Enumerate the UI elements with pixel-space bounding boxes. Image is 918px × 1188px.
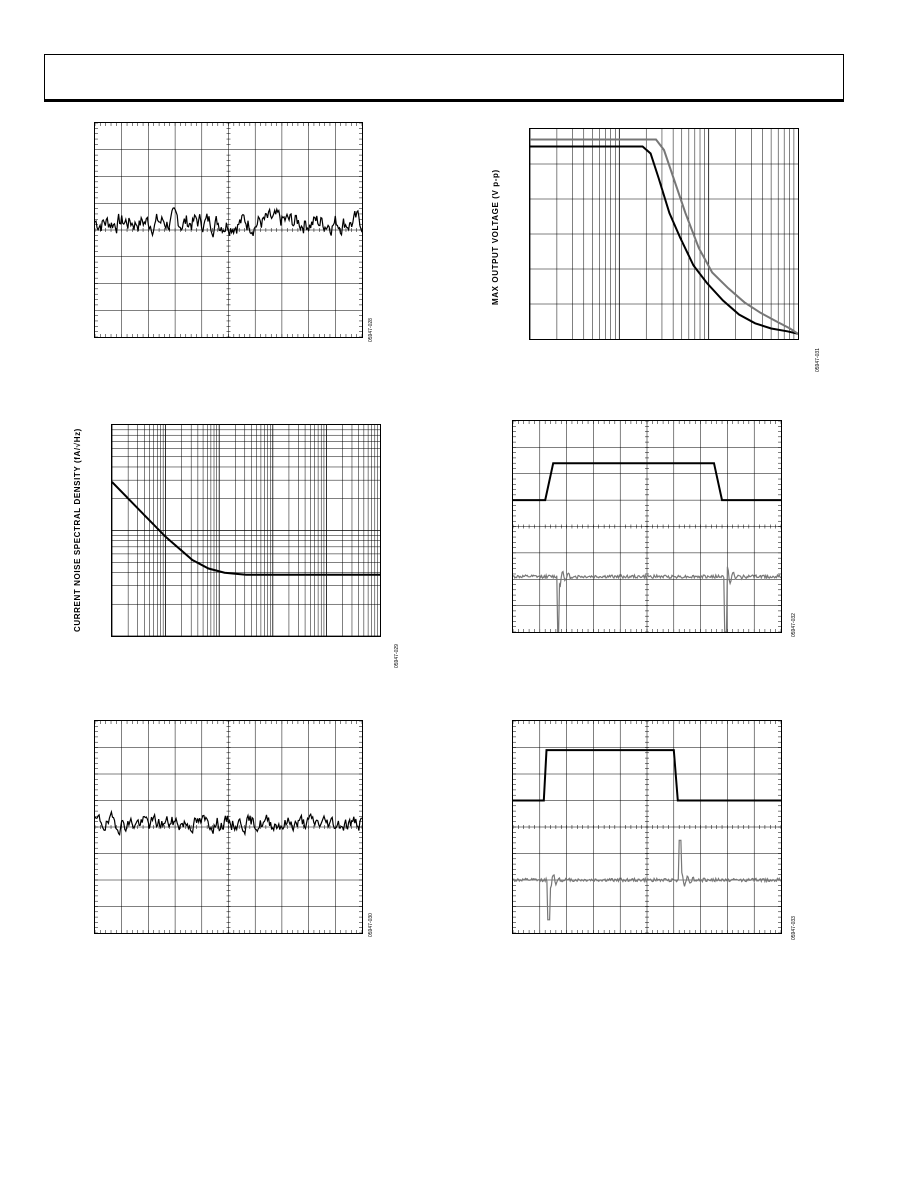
plot-max-output-voltage xyxy=(529,128,799,340)
series-line xyxy=(530,147,798,334)
plot-pulse-response-middle-right xyxy=(512,420,782,633)
plot-noise-time-bottom-left xyxy=(94,720,363,934)
figure-code: 05947-033 xyxy=(791,916,797,940)
grid xyxy=(513,721,781,933)
chart-svg xyxy=(513,721,781,933)
figure-code: 05947-031 xyxy=(815,348,821,372)
figure-code: 05947-029 xyxy=(394,644,400,668)
series-line xyxy=(530,140,798,334)
plot-noise-time-top-left xyxy=(94,122,363,338)
grid xyxy=(513,421,781,632)
chart-svg xyxy=(530,129,798,339)
page-header-box xyxy=(44,54,844,102)
chart-svg xyxy=(112,425,380,636)
plot-pulse-response-bottom-right xyxy=(512,720,782,934)
y-axis-label: MAX OUTPUT VOLTAGE (V p-p) xyxy=(491,169,500,305)
grid xyxy=(530,129,798,339)
grid xyxy=(112,425,380,636)
figure-code: 05947-028 xyxy=(368,318,374,342)
chart-svg xyxy=(513,421,781,632)
chart-svg xyxy=(95,721,362,933)
y-axis-label: CURRENT NOISE SPECTRAL DENSITY (fA/√Hz) xyxy=(73,428,82,632)
plot-current-noise-density xyxy=(111,424,381,637)
chart-svg xyxy=(95,123,362,337)
figure-code: 05947-032 xyxy=(791,613,797,637)
grid xyxy=(95,721,362,933)
figure-code: 05947-030 xyxy=(368,913,374,937)
series-line xyxy=(112,482,380,575)
